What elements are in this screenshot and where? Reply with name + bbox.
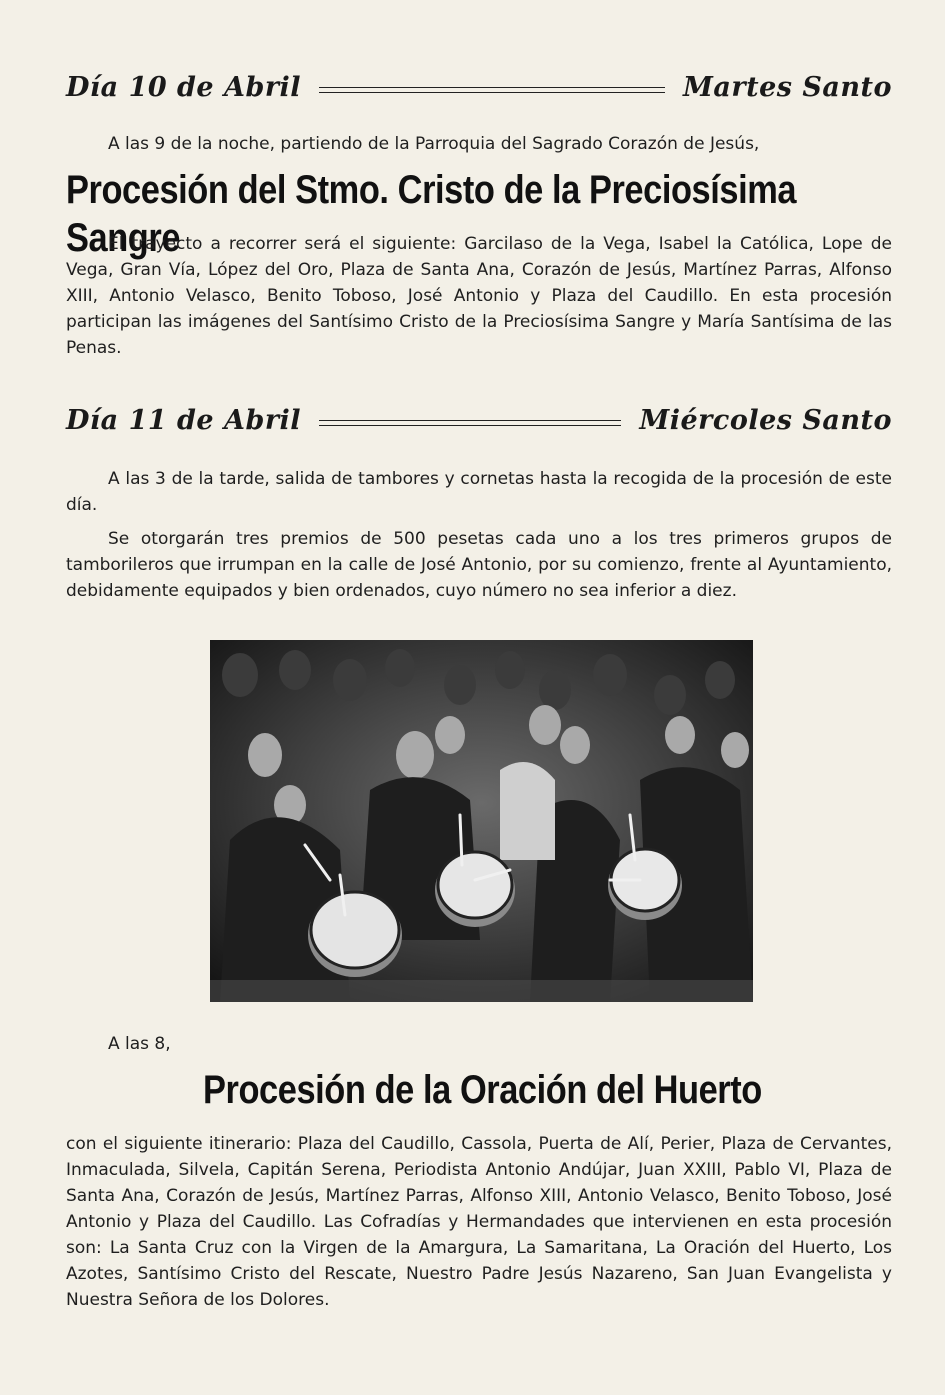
day-date: Día 10 de Abril <box>66 71 302 103</box>
drum-middle <box>435 852 515 927</box>
header-rule <box>319 420 621 426</box>
drum-left <box>308 892 402 977</box>
day2-drums-paragraph: A las 3 de la tarde, salida de tambores y cornetas hasta la recogida de la procesión de este día. <box>66 469 892 515</box>
day-header-2 <box>66 395 892 445</box>
header-rule <box>319 87 665 93</box>
day1-route: El trayecto a recorrer será el siguiente: Garcilaso de la Vega, Isabel la Católica, Lope de Vega, Gran Vía, López del Oro, Plaza de Santa Ana, Corazón de Jesús, Martínez Parras, Alfonso XIII, Antonio Velasco, Benito Toboso, José Antonio y Plaza del Caudillo. En esta procesión participan las imágenes del Santísimo Cristo de la Preciosísima Sangre y María Santísima de las Penas. <box>66 234 892 358</box>
day2-prizes-paragraph: Se otorgarán tres premios de 500 pesetas cada uno a los tres primeros grupos de tamborileros que irrumpan en la calle de José Antonio, por su comienzo, frente al Ayuntamiento, debidamente equipados y bien ordenados, cuyo número no sea inferior a diez. <box>66 529 892 601</box>
day2-route: con el siguiente itinerario: Plaza del Caudillo, Cassola, Puerta de Alí, Perier, Plaza de Cervantes, Inmaculada, Silvela, Capitán Serena, Periodista Antonio Andújar, Juan XXIII, Pablo VI, Plaza de Santa Ana, Corazón de Jesús, Martínez Parras, Alfonso XIII, Antonio Velasco, Benito Toboso, José Antonio y Plaza del Caudillo. Las Cofradías y Hermandades que intervienen en esta procesión son: La Santa Cruz con la Virgen de la Amargura, La Samaritana, La Oración del Huerto, Los Azotes, Santísimo Cristo del Rescate, Nuestro Padre Jesús Nazareno, San Juan Evangelista y Nuestra Señora de los Dolores. <box>66 1134 892 1310</box>
photo-drawing <box>210 640 753 1002</box>
day-date: Día 11 de Abril <box>66 404 302 436</box>
day2-time: A las 8, <box>108 1034 171 1054</box>
day1-intro: A las 9 de la noche, partiendo de la Parroquia del Sagrado Corazón de Jesús, <box>108 134 760 154</box>
drum-right <box>608 849 682 920</box>
drummers-photo <box>210 640 753 1002</box>
procession-title-1: Procesión del Stmo. Cristo de la Preciosísima Sangre <box>66 168 797 260</box>
day-header-1 <box>66 62 892 112</box>
day-weekday: Martes Santo <box>683 71 892 103</box>
procession-title-2: Procesión de la Oración del Huerto <box>203 1068 762 1112</box>
day-weekday: Miércoles Santo <box>639 404 892 436</box>
